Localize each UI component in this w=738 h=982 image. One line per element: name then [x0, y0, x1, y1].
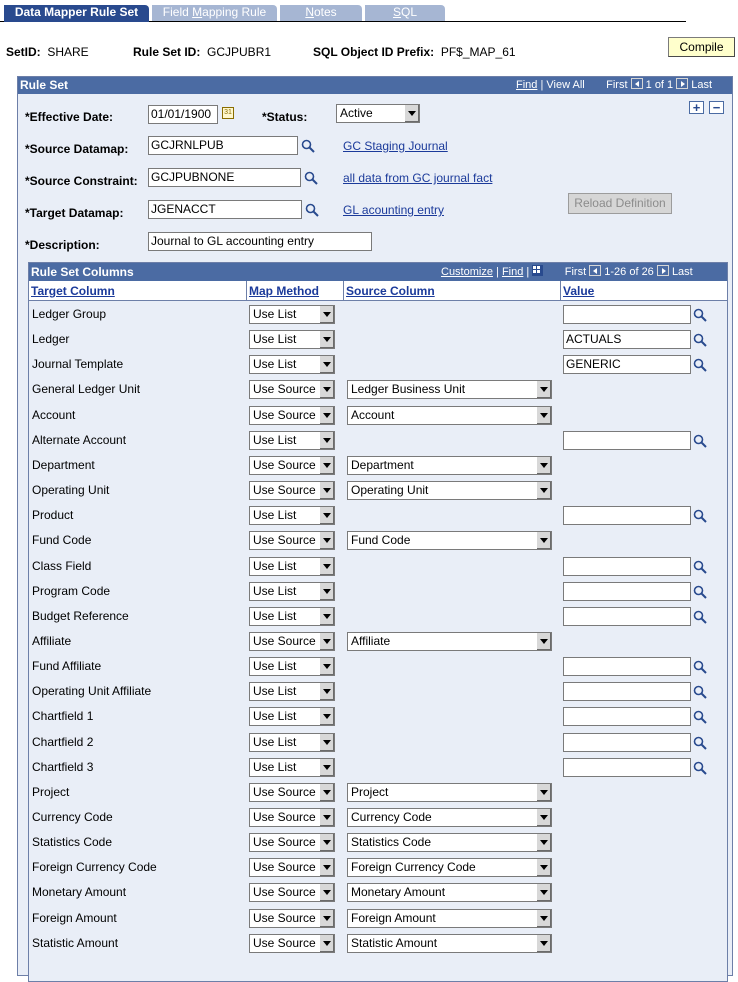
status-label: *Status:	[262, 110, 308, 124]
ruleset-id-value: GCJPUBR1	[207, 45, 272, 59]
source-column-value: Statistics Code	[351, 835, 432, 850]
chevron-down-icon[interactable]	[319, 583, 334, 600]
map-method-value: Use List	[253, 307, 297, 321]
source-column-value: Ledger Business Unit	[351, 382, 466, 397]
value-field[interactable]	[563, 431, 691, 450]
chevron-down-icon[interactable]	[536, 407, 551, 424]
table-row	[29, 302, 727, 327]
target-column-cell: Foreign Amount	[32, 910, 117, 925]
source-column-select[interactable]	[347, 783, 552, 802]
map-method-select[interactable]	[249, 481, 335, 500]
map-method-value: Use List	[253, 432, 297, 447]
table-row	[29, 880, 727, 905]
target-column-cell: Alternate Account	[32, 432, 127, 447]
target-column-cell: Currency Code	[32, 810, 113, 824]
map-method-value: Use Source	[253, 407, 316, 422]
tab-label-part: apping Rule	[202, 5, 267, 19]
col-header-target[interactable]: Target Column	[29, 281, 247, 301]
sql-prefix-label: SQL Object ID Prefix:	[313, 45, 435, 59]
map-method-value: Use Source	[253, 382, 316, 397]
value-field[interactable]	[563, 682, 691, 701]
chevron-down-icon[interactable]	[319, 457, 334, 474]
tab-label-accesskey: N	[305, 5, 314, 19]
source-column-select[interactable]	[347, 883, 552, 902]
chevron-down-icon[interactable]	[536, 381, 551, 398]
map-method-value: Use Source	[253, 910, 316, 925]
table-row	[29, 906, 727, 931]
table-row	[29, 830, 727, 855]
prev-arrow-icon[interactable]	[631, 78, 643, 89]
chevron-down-icon[interactable]	[319, 784, 334, 801]
map-method-value: Use List	[253, 684, 297, 699]
tab-label-part: otes	[313, 5, 337, 19]
chevron-down-icon[interactable]	[319, 633, 334, 650]
chevron-down-icon[interactable]	[319, 834, 334, 851]
map-method-select[interactable]	[249, 380, 335, 399]
table-row	[29, 855, 727, 880]
table-row	[29, 579, 727, 604]
chevron-down-icon[interactable]	[319, 708, 334, 725]
map-method-select[interactable]	[249, 330, 335, 349]
source-column-value: Project	[351, 784, 389, 799]
map-method-select[interactable]	[249, 557, 335, 576]
map-method-value: Use Source	[253, 885, 316, 900]
value-field[interactable]: GENERIC	[563, 355, 691, 374]
table-row	[29, 679, 727, 704]
table-row	[29, 377, 727, 402]
chevron-down-icon[interactable]	[536, 784, 551, 801]
table-row	[29, 755, 727, 780]
setid	[6, 45, 89, 59]
map-method-select[interactable]	[249, 758, 335, 777]
chevron-down-icon[interactable]	[536, 482, 551, 499]
map-method-select[interactable]	[249, 682, 335, 701]
tab-notes[interactable]	[280, 5, 362, 21]
setid-label: SetID:	[6, 45, 41, 59]
chevron-down-icon[interactable]	[319, 356, 334, 373]
map-method-value: Use List	[253, 734, 297, 749]
source-constraint-field[interactable]: GCJPUBNONE	[148, 168, 301, 187]
table-row	[29, 453, 727, 478]
page-tabs	[0, 5, 686, 22]
target-column-cell: Operating Unit Affiliate	[32, 684, 152, 699]
chevron-down-icon[interactable]	[319, 407, 334, 424]
target-column-cell: Foreign Currency Code	[32, 860, 157, 875]
chevron-down-icon[interactable]	[319, 381, 334, 398]
target-column-cell: Ledger Group	[32, 307, 107, 321]
search-icon[interactable]	[305, 203, 319, 217]
source-column-value: Operating Unit	[351, 483, 429, 498]
ruleset-first-label: First	[606, 79, 628, 91]
search-icon[interactable]	[693, 710, 707, 724]
source-constraint-desc-link[interactable]: all data from GC journal fact	[343, 171, 493, 185]
chevron-down-icon[interactable]	[319, 935, 334, 952]
ruleset-header	[18, 77, 732, 94]
chevron-down-icon[interactable]	[319, 608, 334, 625]
map-method-value: Use List	[253, 659, 297, 674]
target-column-cell: Fund Code	[32, 533, 92, 548]
chevron-down-icon[interactable]	[536, 457, 551, 474]
col-header-value[interactable]: Value	[563, 284, 595, 298]
table-row	[29, 730, 727, 755]
source-column-value: Monetary Amount	[351, 885, 446, 900]
map-method-value: Use Source	[253, 860, 316, 875]
add-row-icon[interactable]: +	[689, 101, 704, 114]
chevron-down-icon[interactable]	[536, 532, 551, 549]
search-icon[interactable]	[693, 509, 707, 523]
ruleset-columns-grid	[28, 262, 728, 982]
effective-date-field[interactable]: 01/01/1900	[148, 105, 218, 124]
map-method-value: Use Source	[253, 784, 316, 799]
search-icon[interactable]	[693, 434, 707, 448]
tab-sql[interactable]	[365, 5, 445, 21]
source-column-select[interactable]	[347, 456, 552, 475]
table-row	[29, 805, 727, 830]
source-column-value: Department	[351, 457, 414, 472]
source-constraint-label: *Source Constraint:	[25, 174, 138, 188]
chevron-down-icon[interactable]	[319, 432, 334, 449]
view-all-grid-icon[interactable]	[532, 265, 543, 276]
target-column-cell: Product	[32, 508, 74, 523]
ruleset-last-label: Last	[691, 79, 713, 91]
chevron-down-icon[interactable]	[536, 910, 551, 927]
search-icon[interactable]	[693, 333, 707, 347]
ruleset-nav	[516, 77, 712, 94]
map-method-select[interactable]	[249, 657, 335, 676]
map-method-select[interactable]	[249, 883, 335, 902]
target-column-cell: Budget Reference	[32, 608, 129, 623]
value-field[interactable]	[563, 506, 691, 525]
chevron-down-icon[interactable]	[404, 105, 419, 122]
grid-nav	[441, 263, 693, 281]
grid-first-label: First	[564, 266, 587, 278]
map-method-value: Use Source	[253, 633, 316, 648]
ruleset-title: Rule Set	[20, 78, 69, 92]
chevron-down-icon[interactable]	[319, 558, 334, 575]
chevron-down-icon[interactable]	[319, 759, 334, 776]
search-icon[interactable]	[693, 358, 707, 372]
grid-header	[29, 263, 727, 281]
calendar-icon[interactable]: 31	[222, 107, 234, 119]
value-field[interactable]	[563, 607, 691, 626]
chevron-down-icon[interactable]	[536, 633, 551, 650]
grid-find-link[interactable]: Find	[501, 266, 524, 278]
map-method-select[interactable]	[249, 607, 335, 626]
target-column-cell: Affiliate	[32, 633, 72, 648]
source-column-select[interactable]	[347, 406, 552, 425]
status-select[interactable]	[336, 104, 420, 123]
chevron-down-icon[interactable]	[319, 482, 334, 499]
map-method-select[interactable]	[249, 707, 335, 726]
source-column-select[interactable]	[347, 531, 552, 550]
chevron-down-icon[interactable]	[319, 306, 334, 323]
map-method-select[interactable]	[249, 506, 335, 525]
source-datamap-label: *Source Datamap:	[25, 142, 129, 156]
map-method-select[interactable]	[249, 733, 335, 752]
table-row	[29, 503, 727, 528]
chevron-down-icon[interactable]	[536, 935, 551, 952]
map-method-select[interactable]	[249, 858, 335, 877]
chevron-down-icon[interactable]	[319, 507, 334, 524]
tab-field-mapping-rule[interactable]	[152, 5, 277, 21]
chevron-down-icon[interactable]	[536, 884, 551, 901]
value-field[interactable]: ACTUALS	[563, 330, 691, 349]
source-column-value: Foreign Amount	[351, 910, 436, 925]
chevron-down-icon[interactable]	[319, 532, 334, 549]
search-icon[interactable]	[693, 560, 707, 574]
search-icon[interactable]	[693, 761, 707, 775]
chevron-down-icon[interactable]	[319, 683, 334, 700]
search-icon[interactable]	[693, 585, 707, 599]
tab-label-part: QL	[401, 5, 418, 19]
chevron-down-icon[interactable]	[536, 859, 551, 876]
source-column-value: Currency Code	[351, 810, 432, 824]
chevron-down-icon[interactable]	[319, 331, 334, 348]
map-method-value: Use List	[253, 709, 297, 724]
table-row	[29, 528, 727, 553]
map-method-select[interactable]	[249, 783, 335, 802]
target-column-cell: Statistic Amount	[32, 935, 119, 950]
map-method-select[interactable]	[249, 632, 335, 651]
search-icon[interactable]	[301, 139, 315, 153]
value-field[interactable]	[563, 657, 691, 676]
map-method-select[interactable]	[249, 406, 335, 425]
target-column-cell: Class Field	[32, 558, 92, 573]
target-column-cell: Monetary Amount	[32, 885, 127, 900]
table-row	[29, 629, 727, 654]
source-column-select[interactable]	[347, 909, 552, 928]
next-arrow-icon[interactable]	[657, 265, 669, 276]
target-column-cell: Fund Affiliate	[32, 659, 102, 674]
reload-definition-button[interactable]: Reload Definition	[568, 193, 672, 214]
map-method-select[interactable]	[249, 531, 335, 550]
table-row	[29, 604, 727, 629]
map-method-select[interactable]	[249, 305, 335, 324]
nav-separator: |	[496, 266, 499, 278]
chevron-down-icon[interactable]	[536, 809, 551, 826]
tab-label-accesskey: S	[392, 5, 401, 19]
map-method-value: Use List	[253, 508, 297, 523]
target-datamap-desc-link[interactable]: GL acounting entry	[343, 203, 444, 217]
source-column-value: Account	[351, 407, 395, 422]
target-column-cell: Operating Unit	[32, 483, 110, 498]
map-method-value: Use Source	[253, 533, 316, 548]
chevron-down-icon[interactable]	[319, 884, 334, 901]
grid-column-headers	[29, 281, 727, 301]
map-method-value: Use List	[253, 357, 297, 372]
target-column-cell: Project	[32, 784, 70, 799]
ruleset-id	[133, 45, 271, 59]
source-datamap-field[interactable]: GCJRNLPUB	[148, 136, 298, 155]
table-row	[29, 704, 727, 729]
target-column-cell: Account	[32, 407, 76, 422]
source-column-select[interactable]	[347, 858, 552, 877]
grid-customize-link[interactable]: Customize	[441, 266, 493, 278]
map-method-value: Use List	[253, 759, 297, 774]
tab-label-accesskey: M	[192, 5, 203, 19]
value-field[interactable]	[563, 707, 691, 726]
search-icon[interactable]	[693, 736, 707, 750]
compile-button[interactable]: Compile	[668, 37, 735, 57]
delete-row-icon[interactable]: −	[709, 101, 724, 114]
target-datamap-label: *Target Datamap:	[25, 206, 124, 220]
nav-separator: |	[540, 79, 544, 91]
source-column-value: Fund Code	[351, 533, 411, 548]
search-icon[interactable]	[693, 610, 707, 624]
source-column-select[interactable]	[347, 481, 552, 500]
map-method-value: Use Source	[253, 483, 316, 498]
source-column-select[interactable]	[347, 380, 552, 399]
ruleset-id-label: Rule Set ID:	[133, 45, 201, 59]
target-column-cell: Department	[32, 457, 95, 472]
grid-range: 1-26 of 26	[604, 266, 654, 278]
chevron-down-icon[interactable]	[319, 910, 334, 927]
sql-prefix-value: PF$_MAP_61	[440, 45, 516, 59]
chevron-down-icon[interactable]	[319, 658, 334, 675]
source-column-value: Statistic Amount	[351, 935, 438, 950]
source-column-select[interactable]	[347, 632, 552, 651]
ruleset-view-all-link[interactable]: View All	[546, 79, 585, 91]
source-column-select[interactable]	[347, 808, 552, 827]
table-row	[29, 352, 727, 377]
source-column-value: Affiliate	[351, 633, 391, 648]
tab-label-part: Field	[162, 5, 193, 19]
target-column-cell: Journal Template	[32, 357, 124, 372]
prev-arrow-icon[interactable]	[589, 265, 601, 276]
source-column-value: Foreign Currency Code	[351, 860, 476, 875]
map-method-value: Use Source	[253, 935, 316, 950]
table-row	[29, 554, 727, 579]
grid-last-label: Last	[671, 266, 693, 278]
chevron-down-icon[interactable]	[319, 734, 334, 751]
description-field[interactable]: Journal to GL accounting entry	[148, 232, 372, 251]
chevron-down-icon[interactable]	[319, 859, 334, 876]
map-method-value: Use Source	[253, 457, 316, 472]
setid-value: SHARE	[47, 45, 89, 59]
target-column-cell: General Ledger Unit	[32, 382, 141, 397]
tab-data-mapper-rule-set[interactable]: Data Mapper Rule Set	[4, 5, 149, 22]
target-column-cell: Chartfield 2	[32, 734, 94, 749]
table-row	[29, 428, 727, 453]
table-row	[29, 931, 727, 956]
map-method-select[interactable]	[249, 355, 335, 374]
sql-prefix	[313, 45, 516, 59]
table-row	[29, 478, 727, 503]
value-field[interactable]	[563, 582, 691, 601]
target-datamap-field[interactable]: JGENACCT	[148, 200, 302, 219]
value-field[interactable]	[563, 733, 691, 752]
ruleset-panel	[17, 76, 733, 976]
map-method-select[interactable]	[249, 808, 335, 827]
nav-separator: |	[526, 266, 530, 278]
map-method-value: Use Source	[253, 810, 316, 824]
value-field[interactable]	[563, 305, 691, 324]
ruleset-page-count: 1 of 1	[645, 79, 674, 91]
map-method-value: Use List	[253, 332, 297, 347]
map-method-value: Use Source	[253, 835, 316, 850]
target-column-cell: Chartfield 3	[32, 759, 94, 774]
source-column-select[interactable]	[347, 833, 552, 852]
grid-title: Rule Set Columns	[31, 265, 134, 279]
chevron-down-icon[interactable]	[319, 809, 334, 826]
chevron-down-icon[interactable]	[536, 834, 551, 851]
target-column-cell: Program Code	[32, 583, 111, 598]
target-column-cell: Statistics Code	[32, 835, 113, 850]
value-field[interactable]	[563, 557, 691, 576]
search-icon[interactable]	[693, 685, 707, 699]
map-method-value: Use List	[253, 583, 297, 598]
target-column-cell: Chartfield 1	[32, 709, 94, 724]
target-column-cell: Ledger	[32, 332, 70, 347]
value-field[interactable]	[563, 758, 691, 777]
search-icon[interactable]	[304, 171, 318, 185]
next-arrow-icon[interactable]	[676, 78, 688, 89]
ruleset-find-link[interactable]: Find	[516, 79, 538, 91]
map-method-select[interactable]	[249, 431, 335, 450]
source-datamap-desc-link[interactable]: GC Staging Journal	[343, 139, 448, 153]
col-header-method[interactable]: Map Method	[247, 281, 344, 301]
map-method-select[interactable]	[249, 456, 335, 475]
col-header-source[interactable]: Source Column	[344, 281, 561, 301]
table-row	[29, 780, 727, 805]
table-row	[29, 327, 727, 352]
effective-date-label: *Effective Date:	[25, 110, 114, 124]
description-label: *Description:	[25, 238, 100, 252]
map-method-select[interactable]	[249, 909, 335, 928]
status-value: Active	[340, 106, 373, 120]
map-method-value: Use List	[253, 558, 297, 573]
table-row	[29, 654, 727, 679]
map-method-value: Use List	[253, 608, 297, 623]
search-icon[interactable]	[693, 308, 707, 322]
map-method-select[interactable]	[249, 833, 335, 852]
map-method-select[interactable]	[249, 582, 335, 601]
search-icon[interactable]	[693, 660, 707, 674]
table-row	[29, 403, 727, 428]
